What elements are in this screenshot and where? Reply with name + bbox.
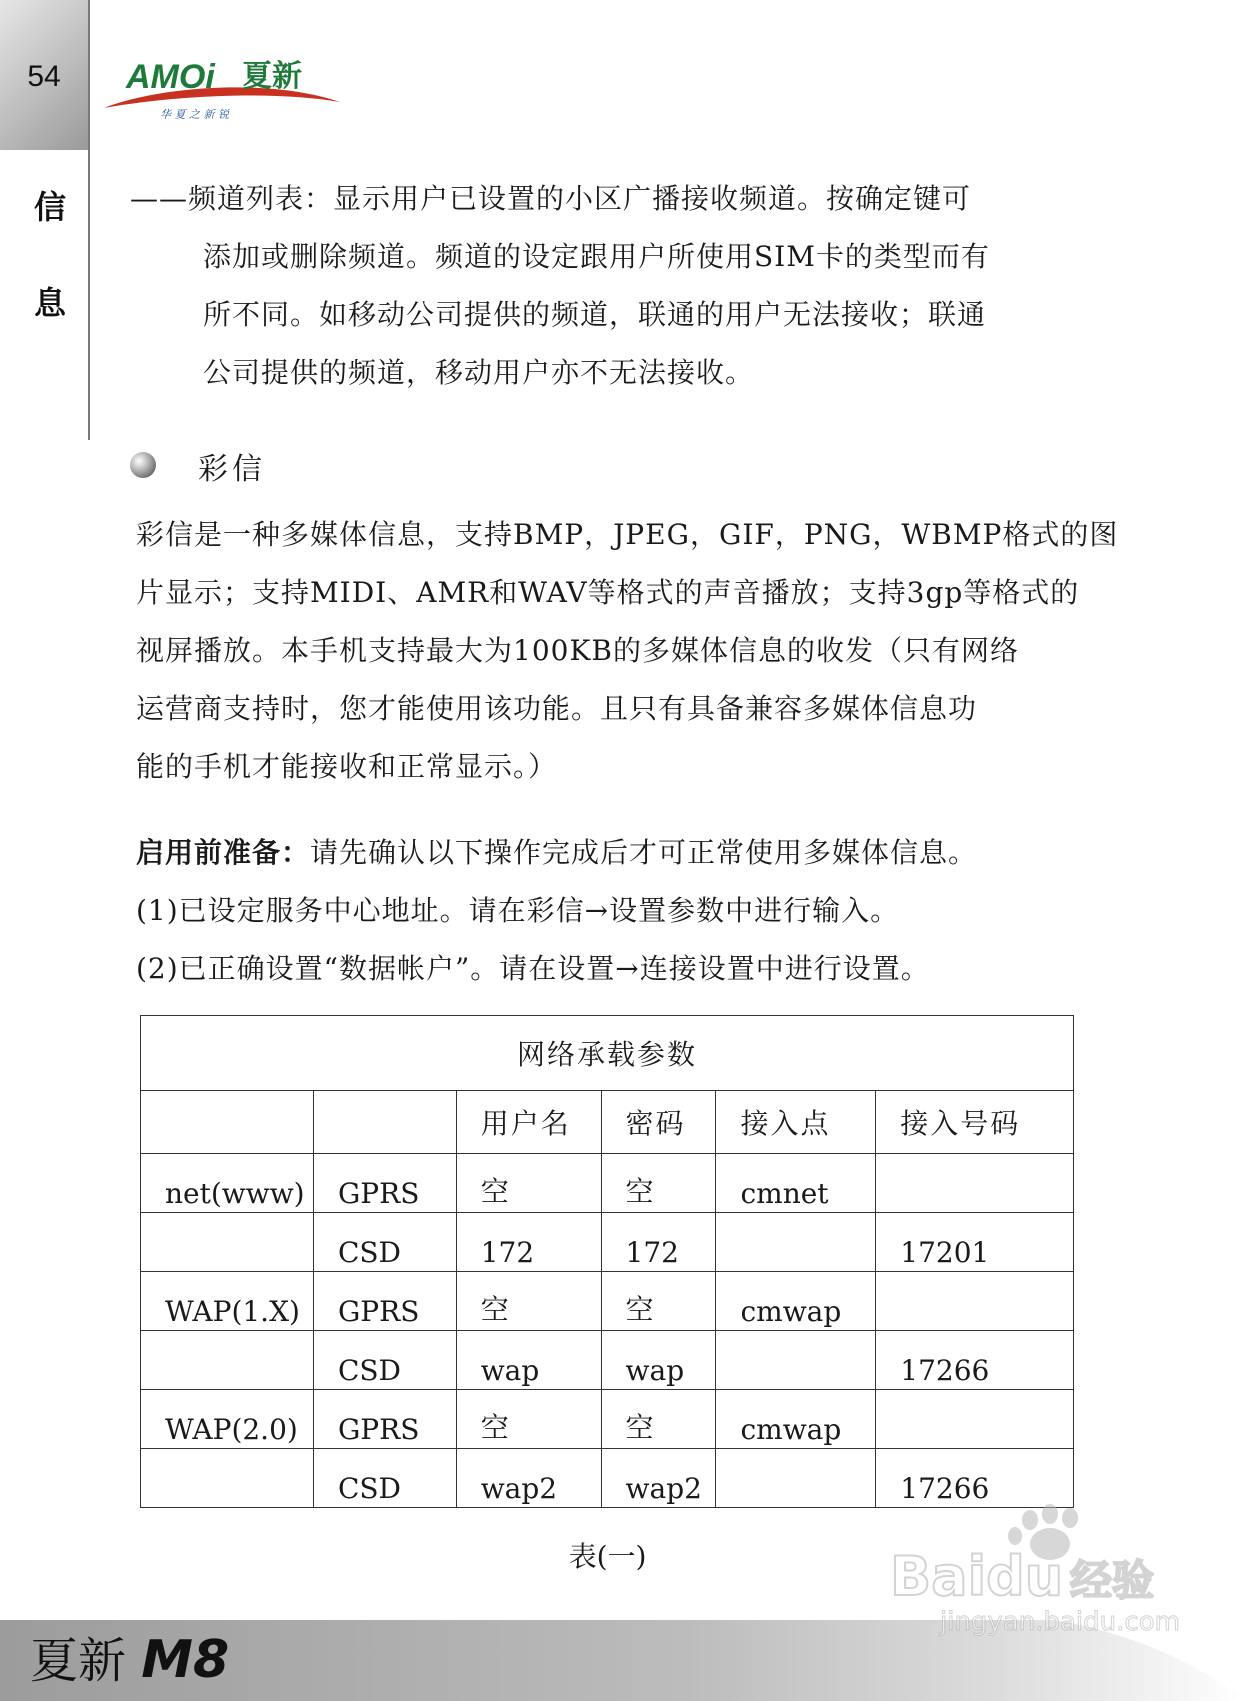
footer-model: M8 <box>141 1630 230 1690</box>
table-header-cell <box>313 1091 456 1154</box>
table-cell: 空 <box>456 1272 601 1331</box>
chapter-label-char: 信 <box>33 188 66 226</box>
table-cell <box>876 1154 1074 1213</box>
table-header-row <box>141 1091 1074 1154</box>
prep-step: (2)已正确设置“数据帐户”。请在设置→连接设置中进行设置。 <box>136 952 930 985</box>
table-cell <box>876 1272 1074 1331</box>
table-title: 网络承载参数 <box>141 1016 1074 1091</box>
table-header-cell: 接入点 <box>716 1091 876 1154</box>
table-cell <box>716 1213 876 1272</box>
table-cell: wap <box>601 1331 716 1390</box>
table-cell: wap <box>456 1331 601 1390</box>
table-cell <box>141 1331 314 1390</box>
prep-line <box>136 824 977 882</box>
table-cell <box>141 1213 314 1272</box>
table-cell <box>716 1449 876 1508</box>
table-cell: GPRS <box>313 1154 456 1213</box>
table-cell: cmwap <box>716 1390 876 1449</box>
footer-brand: 夏新 <box>30 1633 127 1689</box>
page-number: 54 <box>27 60 61 93</box>
amoi-logo <box>100 48 345 128</box>
logo-tagline: 华 夏 之 新 锐 <box>160 108 229 121</box>
table-cell: 17266 <box>876 1449 1074 1508</box>
table-row <box>141 1390 1074 1449</box>
side-rule <box>88 0 90 440</box>
network-params-table <box>140 1015 1074 1508</box>
prep-step: (1)已设定服务中心地址。请在彩信→设置参数中进行输入。 <box>136 894 900 927</box>
table-cell <box>876 1390 1074 1449</box>
table-cell: 空 <box>601 1390 716 1449</box>
watermark-text: Baidu <box>890 1545 1064 1608</box>
table-header-cell: 用户名 <box>456 1091 601 1154</box>
table-cell: CSD <box>313 1449 456 1508</box>
channel-list-line: 添加或删除频道。频道的设定跟用户所使用SIM卡的类型而有 <box>203 240 990 273</box>
table-cell: 空 <box>601 1154 716 1213</box>
table-row <box>141 1213 1074 1272</box>
table-cell: cmnet <box>716 1154 876 1213</box>
mms-intro-line: 彩信是一种多媒体信息，支持BMP，JPEG，GIF，PNG，WBMP格式的图 <box>136 518 1119 551</box>
table-cell: 17201 <box>876 1213 1074 1272</box>
table-cell: WAP(2.0) <box>141 1390 314 1449</box>
table-header-cell <box>141 1091 314 1154</box>
mms-intro-line: 视屏播放。本手机支持最大为100KB的多媒体信息的收发（只有网络 <box>136 634 1019 667</box>
table-cell: 空 <box>601 1272 716 1331</box>
table-header-cell: 接入号码 <box>876 1091 1074 1154</box>
table-row <box>141 1272 1074 1331</box>
bullet-icon <box>130 452 156 478</box>
table-cell: GPRS <box>313 1390 456 1449</box>
table-caption: 表(一) <box>568 1540 647 1573</box>
logo-brand-cn: 夏新 <box>242 59 302 94</box>
mms-intro-line: 运营商支持时，您才能使用该功能。且只有具备兼容多媒体信息功 <box>136 692 978 725</box>
footer-title <box>30 1622 229 1691</box>
table-row <box>141 1449 1074 1508</box>
table-cell: WAP(1.X) <box>141 1272 314 1331</box>
section-title: 彩信 <box>198 452 266 487</box>
mms-intro-line: 能的手机才能接收和正常显示。） <box>136 750 558 783</box>
prep-text: 请先确认以下操作完成后才可正常使用多媒体信息。 <box>310 836 978 869</box>
table-cell: 空 <box>456 1154 601 1213</box>
channel-list-line: ——频道列表：显示用户已设置的小区广播接收频道。按确定键可 <box>130 182 972 215</box>
watermark-url: jingyan.baidu.com <box>940 1607 1180 1637</box>
table-cell: 172 <box>601 1213 716 1272</box>
table-header-cell: 密码 <box>601 1091 716 1154</box>
table-cell: 空 <box>456 1390 601 1449</box>
table-cell: 172 <box>456 1213 601 1272</box>
channel-list-line: 公司提供的频道，移动用户亦不无法接收。 <box>203 356 755 389</box>
baidu-watermark <box>880 1500 1200 1640</box>
table-cell: wap2 <box>456 1449 601 1508</box>
table-cell: net(www) <box>141 1154 314 1213</box>
table-cell <box>716 1331 876 1390</box>
channel-list-line: 所不同。如移动公司提供的频道，联通的用户无法接收；联通 <box>203 298 987 331</box>
chapter-label-char: 息 <box>33 284 66 322</box>
table-cell: cmwap <box>716 1272 876 1331</box>
prep-label: 启用前准备： <box>136 836 311 869</box>
mms-intro-line: 片显示；支持MIDI、AMR和WAV等格式的声音播放；支持3gp等格式的 <box>136 576 1080 609</box>
table-cell: CSD <box>313 1213 456 1272</box>
table-cell: GPRS <box>313 1272 456 1331</box>
table-row <box>141 1331 1074 1390</box>
table-cell: CSD <box>313 1331 456 1390</box>
table-cell: wap2 <box>601 1449 716 1508</box>
table-row <box>141 1154 1074 1213</box>
logo-brand: AMOi <box>126 58 215 96</box>
table-cell: 17266 <box>876 1331 1074 1390</box>
table-cell <box>141 1449 314 1508</box>
watermark-text: 经验 <box>1070 1556 1155 1605</box>
